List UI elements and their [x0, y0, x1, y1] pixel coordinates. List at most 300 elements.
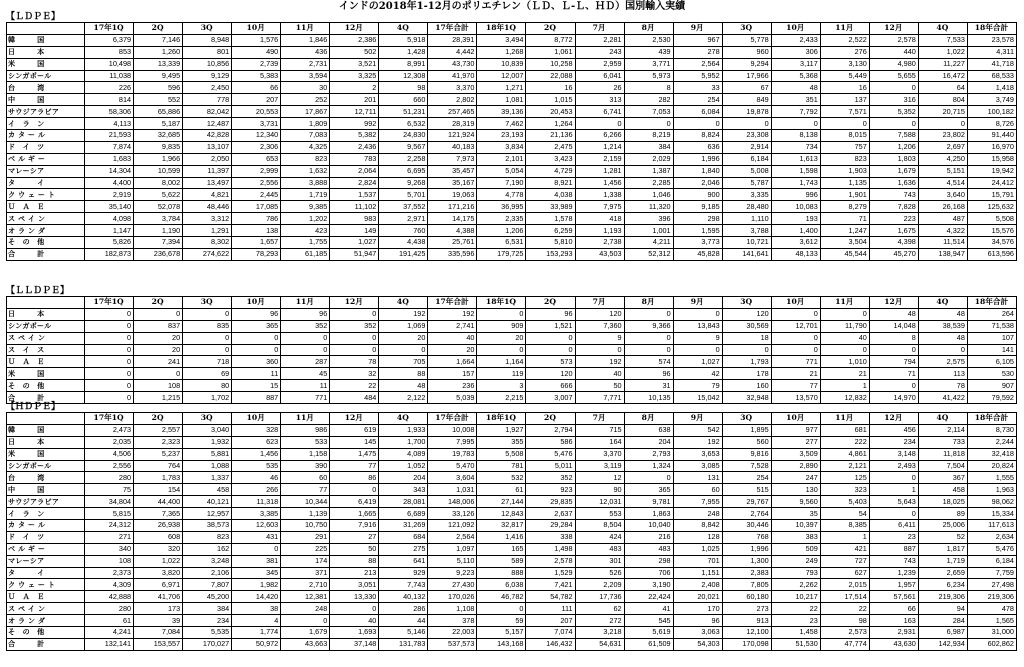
value-cell: 8,991	[379, 58, 428, 70]
value-cell: 12	[575, 472, 624, 484]
value-cell: 287	[281, 356, 330, 368]
value-cell: 1,428	[379, 46, 428, 58]
value-cell: 9,816	[722, 448, 771, 460]
value-cell: 15,334	[967, 508, 1016, 520]
value-cell: 1,206	[869, 141, 918, 153]
value-cell: 192	[575, 356, 624, 368]
value-cell: 284	[918, 615, 967, 627]
value-cell: 823	[820, 153, 869, 165]
value-cell: 54,782	[526, 591, 575, 603]
value-cell: 7,190	[477, 177, 526, 189]
value-cell: 0	[477, 344, 526, 356]
value-cell: 2,064	[330, 165, 379, 177]
value-cell: 338	[526, 531, 575, 543]
value-cell: 887	[869, 543, 918, 555]
value-cell: 804	[918, 94, 967, 106]
value-cell: 4,211	[624, 237, 673, 249]
value-cell: 11,227	[918, 58, 967, 70]
value-cell: 138,947	[918, 248, 967, 260]
value-cell: 2,335	[477, 213, 526, 225]
value-cell: 96	[232, 308, 281, 320]
value-cell: 3,117	[771, 58, 820, 70]
value-cell: 9,385	[281, 201, 330, 213]
value-cell: 383	[771, 531, 820, 543]
value-cell: 5,011	[526, 460, 575, 472]
column-header: 17年合計	[428, 413, 477, 425]
value-cell: 11	[232, 368, 281, 380]
value-cell: 2,050	[183, 153, 232, 165]
value-cell: 10,498	[85, 58, 134, 70]
value-cell: 929	[379, 567, 428, 579]
value-cell: 7,955	[673, 496, 722, 508]
value-cell: 15,958	[967, 153, 1016, 165]
value-cell: 0	[379, 344, 428, 356]
table-row	[7, 70, 1017, 82]
value-cell: 1,456	[232, 448, 281, 460]
value-cell: 3,385	[232, 508, 281, 520]
value-cell: 619	[330, 424, 379, 436]
value-cell: 0	[673, 308, 722, 320]
value-cell: 9,268	[379, 177, 428, 189]
value-cell: 61	[85, 615, 134, 627]
value-cell: 11	[281, 380, 330, 392]
value-cell: 243	[575, 46, 624, 58]
country-cell: カ タ ー ル	[7, 520, 85, 532]
value-cell: 30,569	[722, 320, 771, 332]
value-cell: 306	[771, 46, 820, 58]
value-cell: 10,397	[771, 520, 820, 532]
value-cell: 45,828	[673, 248, 722, 260]
value-cell: 436	[281, 46, 330, 58]
value-cell: 487	[918, 213, 967, 225]
value-cell: 6,411	[869, 520, 918, 532]
country-cell: 日 本	[7, 46, 85, 58]
value-cell: 60	[281, 472, 330, 484]
value-cell: 4,089	[379, 448, 428, 460]
value-cell: 490	[232, 46, 281, 58]
value-cell: 5,368	[771, 70, 820, 82]
value-cell: 7,462	[477, 118, 526, 130]
column-header: 11月	[281, 23, 330, 35]
value-cell: 35,457	[428, 165, 477, 177]
value-cell: 0	[869, 344, 918, 356]
value-cell: 653	[232, 153, 281, 165]
value-cell: 7,995	[428, 436, 477, 448]
value-cell: 23,308	[722, 130, 771, 142]
value-cell: 12,487	[183, 118, 232, 130]
value-cell: 30,446	[722, 520, 771, 532]
value-cell: 439	[624, 46, 673, 58]
value-cell: 3,148	[869, 448, 918, 460]
value-cell: 1,809	[281, 118, 330, 130]
value-cell: 1,110	[722, 213, 771, 225]
value-cell: 4,388	[428, 225, 477, 237]
column-header: 12月	[330, 297, 379, 309]
value-cell: 8,279	[820, 201, 869, 213]
country-cell: ク ウ ェ ー ト	[7, 189, 85, 201]
value-cell: 40	[820, 332, 869, 344]
value-cell: 2,697	[918, 141, 967, 153]
value-cell: 0	[771, 118, 820, 130]
value-cell: 2,739	[232, 58, 281, 70]
value-cell: 3,594	[281, 70, 330, 82]
value-cell: 909	[477, 320, 526, 332]
value-cell: 41,422	[918, 392, 967, 404]
value-cell: 298	[673, 213, 722, 225]
table-row	[7, 94, 1017, 106]
value-cell: 2,738	[575, 237, 624, 249]
value-cell: 2,522	[820, 34, 869, 46]
column-header: 17年合計	[428, 297, 477, 309]
value-cell: 7,074	[526, 627, 575, 639]
value-cell: 4,729	[526, 165, 575, 177]
value-cell: 219,306	[967, 591, 1016, 603]
value-cell: 98,062	[967, 496, 1016, 508]
value-cell: 48,446	[183, 201, 232, 213]
value-cell: 8,948	[183, 34, 232, 46]
value-cell: 45	[281, 368, 330, 380]
country-cell: ベ ル ギ ー	[7, 153, 85, 165]
value-cell: 365	[232, 320, 281, 332]
value-cell: 0	[232, 344, 281, 356]
value-cell: 1,027	[330, 237, 379, 249]
value-cell: 29,284	[526, 520, 575, 532]
value-cell: 9,129	[183, 70, 232, 82]
value-cell: 5,352	[869, 106, 918, 118]
value-cell: 727	[820, 555, 869, 567]
value-cell: 323	[820, 484, 869, 496]
value-cell: 6,419	[330, 496, 379, 508]
value-cell: 2,101	[477, 153, 526, 165]
value-cell: 0	[869, 508, 918, 520]
value-cell: 41,718	[967, 58, 1016, 70]
value-cell: 66	[232, 82, 281, 94]
value-cell: 10,721	[722, 237, 771, 249]
value-cell: 141	[967, 344, 1016, 356]
column-header: 12月	[869, 413, 918, 425]
value-cell: 1,324	[624, 460, 673, 472]
column-header: 2Q	[526, 413, 575, 425]
value-cell: 0	[134, 368, 183, 380]
value-cell: 757	[820, 141, 869, 153]
value-cell: 5,508	[967, 213, 1016, 225]
value-cell: 249	[771, 555, 820, 567]
value-cell: 131,783	[379, 638, 428, 650]
value-cell: 26,938	[134, 520, 183, 532]
value-cell: 192	[379, 308, 428, 320]
value-cell: 345	[232, 567, 281, 579]
value-cell: 1,015	[526, 94, 575, 106]
value-cell: 2,209	[575, 579, 624, 591]
value-cell: 25,761	[428, 237, 477, 249]
value-cell: 887	[232, 392, 281, 404]
value-cell: 996	[771, 189, 820, 201]
value-cell: 120	[575, 308, 624, 320]
value-cell: 2,029	[624, 153, 673, 165]
value-cell: 50	[575, 380, 624, 392]
value-cell: 9,294	[722, 58, 771, 70]
value-cell: 222	[820, 436, 869, 448]
column-header: 18年1Q	[477, 413, 526, 425]
value-cell: 38	[232, 603, 281, 615]
value-cell: 913	[722, 615, 771, 627]
value-cell: 10,856	[183, 58, 232, 70]
value-cell: 1,932	[183, 436, 232, 448]
value-cell: 5,008	[722, 165, 771, 177]
value-cell: 743	[869, 555, 918, 567]
column-header: 9月	[673, 413, 722, 425]
value-cell: 78	[330, 356, 379, 368]
value-cell: 0	[330, 332, 379, 344]
value-cell: 64	[918, 82, 967, 94]
value-cell: 38,539	[918, 320, 967, 332]
value-cell: 1,264	[526, 118, 575, 130]
value-cell: 40,121	[183, 496, 232, 508]
value-cell: 3,190	[624, 579, 673, 591]
table-row	[7, 496, 1017, 508]
value-cell: 3,788	[722, 225, 771, 237]
country-cell: ス ペ イ ン	[7, 213, 85, 225]
value-cell: 120	[722, 308, 771, 320]
value-cell: 1,996	[673, 153, 722, 165]
value-cell: 313	[575, 94, 624, 106]
value-cell: 22	[330, 380, 379, 392]
value-cell: 760	[379, 225, 428, 237]
value-cell: 3,370	[428, 82, 477, 94]
value-cell: 40,183	[428, 141, 477, 153]
value-cell: 2,122	[379, 392, 428, 404]
value-cell: 1,147	[85, 225, 134, 237]
value-cell: 365	[624, 484, 673, 496]
value-cell: 22,003	[428, 627, 477, 639]
value-cell: 6,259	[526, 225, 575, 237]
value-cell: 10,344	[281, 496, 330, 508]
value-cell: 684	[379, 531, 428, 543]
value-cell: 272	[575, 615, 624, 627]
value-cell: 58,306	[85, 106, 134, 118]
value-cell: 0	[183, 344, 232, 356]
value-cell: 823	[281, 153, 330, 165]
value-cell: 120	[526, 368, 575, 380]
value-cell: 530	[967, 368, 1016, 380]
value-cell: 967	[673, 34, 722, 46]
value-cell: 5,881	[183, 448, 232, 460]
value-cell: 142,934	[918, 638, 967, 650]
value-cell: 2,564	[428, 531, 477, 543]
table-row	[7, 627, 1017, 639]
value-cell: 5,039	[428, 392, 477, 404]
value-cell: 22,424	[624, 591, 673, 603]
value-cell: 2,215	[477, 392, 526, 404]
value-cell: 61,185	[281, 248, 330, 260]
value-cell: 11,320	[624, 201, 673, 213]
value-cell: 44	[379, 615, 428, 627]
value-cell: 1,291	[183, 225, 232, 237]
value-cell: 5,535	[183, 627, 232, 639]
value-cell: 786	[232, 213, 281, 225]
value-cell: 1,895	[722, 424, 771, 436]
value-cell: 6,531	[477, 237, 526, 249]
page-title: インドの2018年1-12月のポリエチレン（ＬＤ、Ｌ-Ｌ、ＨＤ）国別輸入実績	[338, 1, 686, 12]
value-cell: 5,622	[134, 189, 183, 201]
value-cell: 5,973	[624, 70, 673, 82]
value-cell: 7,360	[575, 320, 624, 332]
table-row	[7, 308, 1017, 320]
country-cell: ク ウ ェ ー ト	[7, 579, 85, 591]
value-cell: 91,440	[967, 130, 1016, 142]
value-cell: 23	[869, 531, 918, 543]
value-cell: 282	[624, 94, 673, 106]
value-cell: 33,126	[428, 508, 477, 520]
value-cell: 666	[526, 380, 575, 392]
value-cell: 165	[477, 543, 526, 555]
value-cell: 7,975	[575, 201, 624, 213]
value-cell: 52,078	[134, 201, 183, 213]
value-cell: 21	[771, 368, 820, 380]
value-cell: 280	[85, 472, 134, 484]
value-cell: 12,381	[281, 591, 330, 603]
value-cell: 371	[281, 567, 330, 579]
value-cell: 1,190	[134, 225, 183, 237]
column-header: 3Q	[183, 23, 232, 35]
value-cell: 0	[869, 82, 918, 94]
value-cell: 1,963	[967, 484, 1016, 496]
value-cell: 390	[281, 460, 330, 472]
value-cell: 328	[232, 424, 281, 436]
value-cell: 923	[526, 484, 575, 496]
value-cell: 19,942	[967, 165, 1016, 177]
value-cell: 0	[281, 332, 330, 344]
value-cell: 16,970	[967, 141, 1016, 153]
value-cell: 4,250	[918, 153, 967, 165]
value-cell: 5,787	[722, 177, 771, 189]
column-header: 18年合計	[967, 23, 1016, 35]
value-cell: 7,146	[134, 34, 183, 46]
value-cell: 907	[967, 380, 1016, 392]
table-row	[7, 567, 1017, 579]
value-cell: 31	[624, 380, 673, 392]
value-cell: 2,731	[281, 58, 330, 70]
value-cell: 1,387	[624, 165, 673, 177]
value-cell: 0	[526, 332, 575, 344]
column-header	[7, 297, 85, 309]
value-cell: 0	[232, 332, 281, 344]
value-cell: 11,397	[183, 165, 232, 177]
value-cell: 43,503	[575, 248, 624, 260]
value-cell: 888	[477, 567, 526, 579]
country-cell: マレーシア	[7, 165, 85, 177]
value-cell: 10,008	[428, 424, 477, 436]
column-header: 12月	[330, 413, 379, 425]
value-cell: 0	[820, 118, 869, 130]
value-cell: 31,269	[379, 520, 428, 532]
value-cell: 1,300	[722, 555, 771, 567]
value-cell: 4,309	[85, 579, 134, 591]
value-cell: 1,498	[526, 543, 575, 555]
value-cell: 2,578	[869, 34, 918, 46]
column-header: 7月	[575, 23, 624, 35]
value-cell: 234	[183, 615, 232, 627]
value-cell: 20,824	[967, 460, 1016, 472]
value-cell: 78	[918, 380, 967, 392]
country-cell: ス ペ イ ン	[7, 332, 85, 344]
value-cell: 778	[183, 94, 232, 106]
table-row	[7, 130, 1017, 142]
value-cell: 43,630	[869, 638, 918, 650]
value-cell: 602,862	[967, 638, 1016, 650]
value-cell: 80	[183, 380, 232, 392]
value-cell: 0	[526, 344, 575, 356]
value-cell: 226	[85, 82, 134, 94]
value-cell: 51,947	[330, 248, 379, 260]
column-header: 8月	[624, 413, 673, 425]
country-cell: シンガポール	[7, 460, 85, 472]
value-cell: 276	[820, 46, 869, 58]
value-cell: 47,774	[820, 638, 869, 650]
value-cell: 0	[624, 332, 673, 344]
value-cell: 9,835	[134, 141, 183, 153]
value-cell: 13,497	[183, 177, 232, 189]
country-cell: 台 湾	[7, 82, 85, 94]
value-cell: 9,366	[624, 320, 673, 332]
column-header: 10月	[232, 297, 281, 309]
value-cell: 113	[918, 368, 967, 380]
value-cell: 343	[379, 484, 428, 496]
value-cell: 5,701	[379, 189, 428, 201]
value-cell: 6,184	[722, 153, 771, 165]
value-cell: 1,982	[232, 579, 281, 591]
value-cell: 1,416	[477, 531, 526, 543]
value-cell: 5,476	[526, 448, 575, 460]
value-cell: 0	[330, 603, 379, 615]
value-cell: 681	[820, 424, 869, 436]
value-cell: 79,592	[967, 392, 1016, 404]
value-cell: 14,970	[869, 392, 918, 404]
value-cell: 3,834	[477, 141, 526, 153]
value-cell: 216	[624, 531, 673, 543]
value-cell: 2,919	[85, 189, 134, 201]
value-cell: 1,061	[526, 46, 575, 58]
country-cell: ド イ ツ	[7, 141, 85, 153]
column-header: 18年1Q	[477, 23, 526, 35]
value-cell: 137	[820, 94, 869, 106]
value-cell: 9	[673, 332, 722, 344]
value-cell: 0	[134, 308, 183, 320]
data-table	[6, 412, 1017, 651]
column-header: 8月	[624, 23, 673, 35]
value-cell: 35,167	[428, 177, 477, 189]
value-cell: 5,810	[526, 237, 575, 249]
value-cell: 173	[134, 603, 183, 615]
value-cell: 192	[428, 308, 477, 320]
value-cell: 7,528	[722, 460, 771, 472]
value-cell: 5,643	[869, 496, 918, 508]
value-cell: 30	[281, 82, 330, 94]
table-row	[7, 34, 1017, 46]
value-cell: 6,084	[673, 106, 722, 118]
value-cell: 43,730	[428, 58, 477, 70]
value-cell: 48	[869, 308, 918, 320]
value-cell: 15,576	[967, 225, 1016, 237]
value-cell: 29,767	[722, 496, 771, 508]
value-cell: 121,092	[428, 520, 477, 532]
value-cell: 8,726	[967, 118, 1016, 130]
value-cell: 3,248	[183, 555, 232, 567]
column-header	[7, 23, 85, 35]
value-cell: 17,514	[820, 591, 869, 603]
table-row	[7, 165, 1017, 177]
value-cell: 7,504	[918, 460, 967, 472]
